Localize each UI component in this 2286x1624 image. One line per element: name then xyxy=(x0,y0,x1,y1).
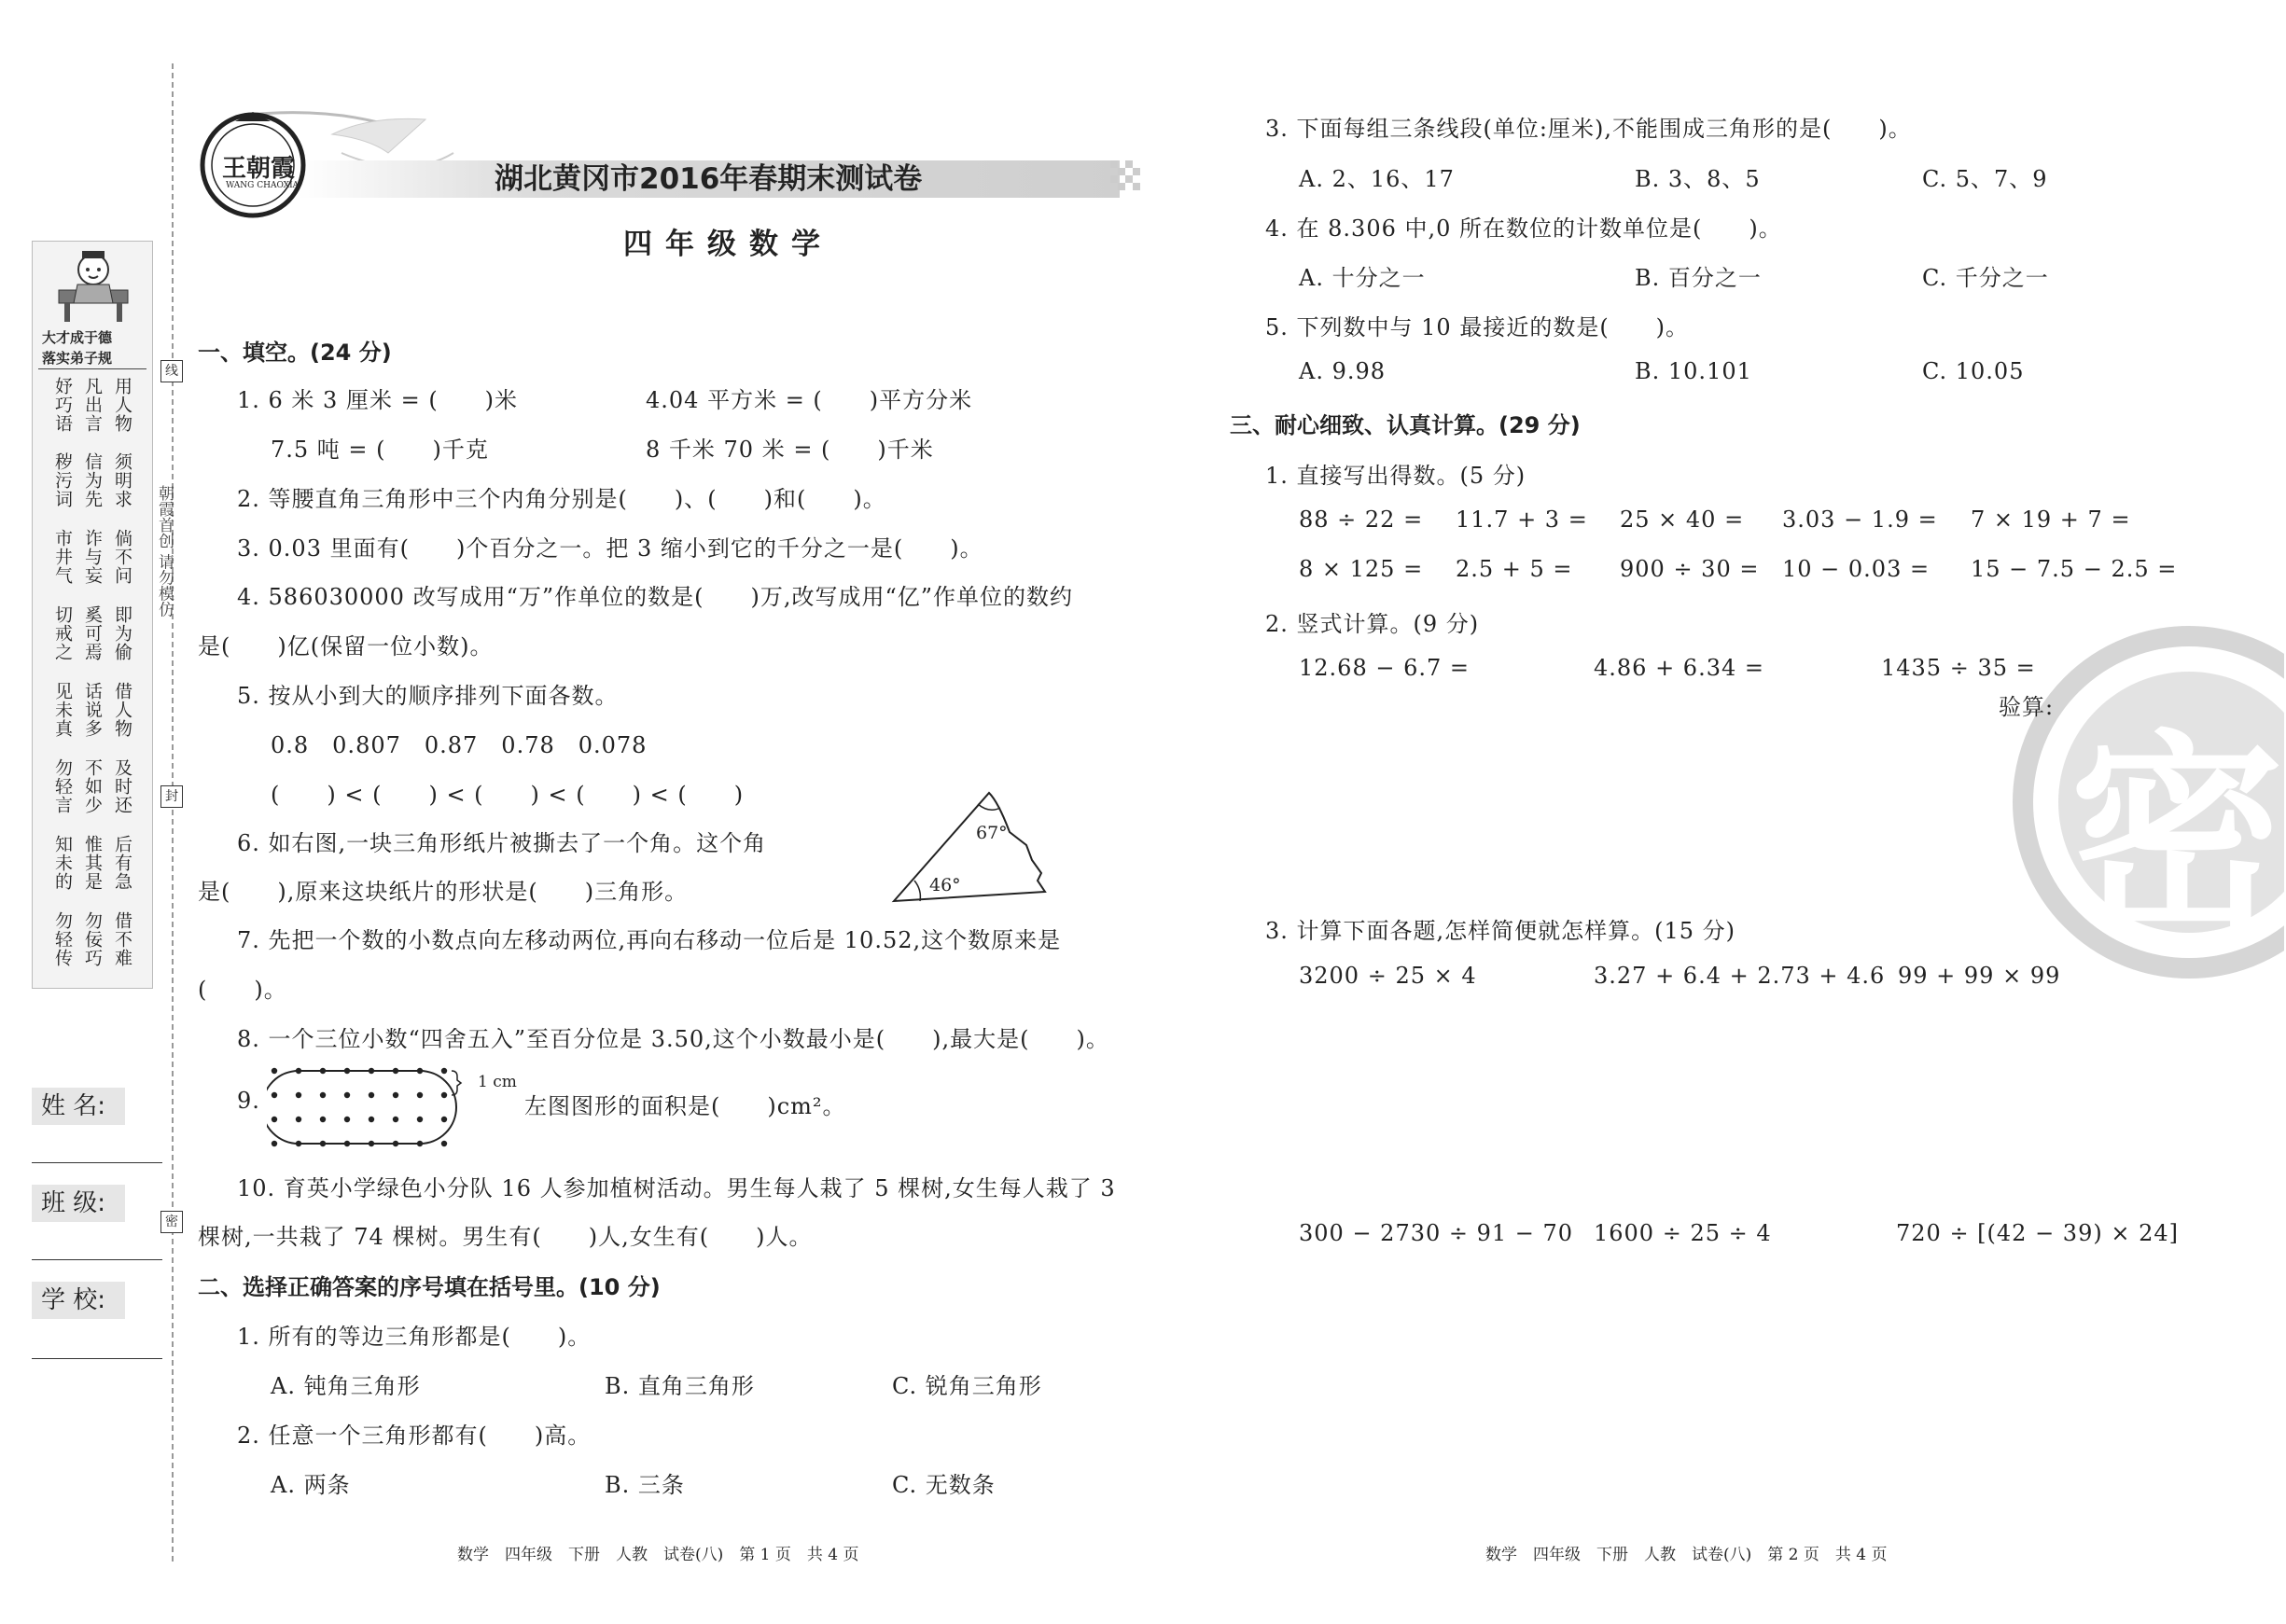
choice-2-option-c[interactable]: C. 无数条 xyxy=(892,1472,996,1498)
question-8: 8. 一个三位小数“四舍五入”至百分位是 3.50,这个小数最小是( ),最大是( )。 xyxy=(237,1026,1109,1052)
motto-line-1: 大才成于德 xyxy=(42,329,113,346)
mental-calc: 15 − 7.5 − 2.5 = xyxy=(1971,556,2178,582)
grid-dot xyxy=(320,1117,326,1122)
question-4-line1: 4. 586030000 改写成用“万”作单位的数是( )万,改写成用“亿”作单位的数约 xyxy=(237,584,1074,610)
question-4-line2: 是( )亿(保留一位小数)。 xyxy=(198,633,494,659)
grid-dot xyxy=(441,1092,447,1098)
motto-column: 及时还 xyxy=(112,758,132,814)
binding-mark: 线 xyxy=(160,360,183,382)
choice-1-option-a[interactable]: A. 钝角三角形 xyxy=(271,1373,421,1399)
calc-part-1-title: 1. 直接写出得数。(5 分) xyxy=(1265,463,1526,489)
choice-2-option-a[interactable]: A. 两条 xyxy=(271,1472,351,1498)
choice-5-option-a[interactable]: A. 9.98 xyxy=(1299,358,1387,384)
question-10-line1: 10. 育英小学绿色小分队 16 人参加植树活动。男生每人栽了 5 棵树,女生每人栽了 3 xyxy=(237,1175,1116,1201)
grid-dot xyxy=(344,1092,350,1098)
grid-dot xyxy=(296,1092,301,1098)
simplify-calc: 720 ÷ [(42 − 39) × 24] xyxy=(1896,1220,2179,1246)
question-1c: 7.5 吨 = ( )千克 xyxy=(271,437,489,463)
logo-subtext: WANG CHAOXIA xyxy=(226,181,300,190)
grid-dot xyxy=(369,1117,374,1122)
simplify-calc: 3.27 + 6.4 + 2.73 + 4.6 xyxy=(1594,963,1886,989)
vertical-calc: 12.68 − 6.7 = xyxy=(1299,655,1470,681)
section-2-title: 二、选择正确答案的序号填在括号里。(10 分) xyxy=(198,1274,661,1300)
choice-question-1: 1. 所有的等边三角形都是( )。 xyxy=(237,1324,592,1350)
motto-column: 秽污词 xyxy=(52,452,73,508)
question-5-blanks: ( ) < ( ) < ( ) < ( ) < ( ) xyxy=(271,782,745,808)
motto-column: 奚可焉 xyxy=(82,605,103,661)
motto-column: 后有急 xyxy=(112,835,132,891)
class-label: 班 级: xyxy=(32,1185,125,1222)
grid-dot xyxy=(272,1068,277,1074)
grid-dot xyxy=(441,1141,447,1146)
question-9-number: 9. xyxy=(237,1088,260,1114)
mental-calc: 25 × 40 = xyxy=(1620,507,1745,533)
grid-dot xyxy=(369,1092,374,1098)
question-6-line2: 是( ),原来这块纸片的形状是( )三角形。 xyxy=(198,879,689,905)
page-1-footer: 数学 四年级 下册 人教 试卷(八) 第 1 页 共 4 页 xyxy=(457,1546,859,1564)
scholar-illustration xyxy=(51,247,135,324)
unit-length-label: 1 cm xyxy=(478,1073,517,1091)
choice-question-2: 2. 任意一个三角形都有( )高。 xyxy=(237,1423,592,1449)
vertical-calc: 4.86 + 6.34 = xyxy=(1594,655,1764,681)
section-3-title: 三、耐心细致、认真计算。(29 分) xyxy=(1230,412,1581,438)
stadium-outline xyxy=(267,1071,456,1144)
motto-column: 诈与妄 xyxy=(82,529,103,585)
motto-column: 须明求 xyxy=(112,452,132,508)
question-10-line2: 棵树,一共栽了 74 棵树。男生有( )人,女生有( )人。 xyxy=(198,1224,813,1250)
mental-calc: 7 × 19 + 7 = xyxy=(1971,507,2131,533)
question-6-line1: 6. 如右图,一块三角形纸片被撕去了一个角。这个角 xyxy=(237,830,767,856)
motto-sidebar xyxy=(32,241,153,989)
angle-label-67: 67° xyxy=(976,823,1008,843)
name-blank-line[interactable] xyxy=(32,1162,162,1163)
exam-subtitle: 四年级数学 xyxy=(623,228,833,261)
grid-dot xyxy=(320,1092,326,1098)
motto-line-2: 落实弟子规 xyxy=(42,350,113,367)
question-2: 2. 等腰直角三角形中三个内角分别是( )、( )和( )。 xyxy=(237,486,886,512)
publisher-logo xyxy=(198,110,308,224)
dot-grid-figure xyxy=(267,1063,481,1147)
motto-column: 凡出言 xyxy=(82,377,103,433)
choice-1-option-c[interactable]: C. 锐角三角形 xyxy=(892,1373,1042,1399)
motto-column: 切戒之 xyxy=(52,605,73,661)
grid-dot xyxy=(296,1117,301,1122)
copyright-vertical-note: 朝霞首创 请勿模仿 xyxy=(155,485,174,618)
motto-column: 倘不问 xyxy=(112,529,132,585)
check-label: 验算: xyxy=(1999,694,2055,720)
question-3: 3. 0.03 里面有( )个百分之一。把 3 缩小到它的千分之一是( )。 xyxy=(237,535,983,562)
mental-calc: 3.03 − 1.9 = xyxy=(1782,507,1938,533)
question-1d: 8 千米 70 米 = ( )千米 xyxy=(646,437,934,463)
grid-dot xyxy=(272,1141,277,1146)
motto-column: 用人物 xyxy=(112,377,132,433)
calc-part-3-title: 3. 计算下面各题,怎样简便就怎样算。(15 分) xyxy=(1265,918,1736,944)
school-blank-line[interactable] xyxy=(32,1358,162,1359)
motto-column: 借不难 xyxy=(112,911,132,967)
mental-calc: 10 − 0.03 = xyxy=(1782,556,1931,582)
motto-column: 借人物 xyxy=(112,682,132,738)
page-2-footer: 数学 四年级 下册 人教 试卷(八) 第 2 页 共 4 页 xyxy=(1485,1546,1888,1564)
calc-part-2-title: 2. 竖式计算。(9 分) xyxy=(1265,611,1480,637)
seal-character: 密 xyxy=(2070,714,2285,963)
motto-column: 勿轻传 xyxy=(52,911,73,967)
vertical-calc: 1435 ÷ 35 = xyxy=(1881,655,2036,681)
motto-column: 妤巧语 xyxy=(52,377,73,433)
school-label: 学 校: xyxy=(32,1282,125,1319)
grid-dot xyxy=(417,1117,423,1122)
simplify-calc: 300 − 2730 ÷ 91 − 70 xyxy=(1299,1220,1574,1246)
question-9-text: 左图图形的面积是( )cm²。 xyxy=(524,1093,846,1119)
exam-title: 湖北黄冈市2016年春期末测试卷 xyxy=(495,162,923,196)
choice-5-option-b[interactable]: B. 10.101 xyxy=(1635,358,1752,384)
question-1b: 4.04 平方米 = ( )平方分米 xyxy=(646,387,973,413)
binding-mark: 封 xyxy=(160,785,183,808)
choice-3-option-c[interactable]: C. 5、7、9 xyxy=(1922,166,2048,192)
logo-text: 王朝霞 xyxy=(222,155,296,183)
torn-triangle-figure xyxy=(886,787,1054,909)
binding-mark: 密 xyxy=(160,1211,183,1233)
motto-column: 市井气 xyxy=(52,529,73,585)
choice-3-option-a[interactable]: A. 2、16、17 xyxy=(1299,166,1455,192)
grid-dot xyxy=(393,1092,398,1098)
motto-column: 即为偷 xyxy=(112,605,132,661)
choice-4-option-c[interactable]: C. 千分之一 xyxy=(1922,265,2049,291)
simplify-calc: 1600 ÷ 25 ÷ 4 xyxy=(1594,1220,1772,1246)
motto-column: 话说多 xyxy=(82,682,103,738)
question-5-numbers: 0.8 0.807 0.87 0.78 0.078 xyxy=(271,732,648,758)
question-7-line2: ( )。 xyxy=(198,977,287,1003)
grid-dot xyxy=(441,1068,447,1074)
name-label: 姓 名: xyxy=(32,1088,125,1125)
choice-5-option-c[interactable]: C. 10.05 xyxy=(1922,358,2025,384)
mental-calc: 11.7 + 3 = xyxy=(1456,507,1588,533)
motto-column: 知未的 xyxy=(52,835,73,891)
motto-column: 见未真 xyxy=(52,682,73,738)
choice-3-option-b[interactable]: B. 3、8、5 xyxy=(1635,166,1761,192)
choice-question-5: 5. 下列数中与 10 最接近的数是( )。 xyxy=(1265,314,1690,340)
choice-question-4: 4. 在 8.306 中,0 所在数位的计数单位是( )。 xyxy=(1265,215,1782,242)
choice-question-3: 3. 下面每组三条线段(单位:厘米),不能围成三角形的是( )。 xyxy=(1265,116,1912,142)
mental-calc: 900 ÷ 30 = xyxy=(1620,556,1760,582)
question-7-line1: 7. 先把一个数的小数点向左移动两位,再向右移动一位后是 10.52,这个数原来是 xyxy=(237,927,1062,953)
question-1a: 1. 6 米 3 厘米 = ( )米 xyxy=(237,387,519,413)
motto-column: 勿轻言 xyxy=(52,758,73,814)
motto-column: 信为先 xyxy=(82,452,103,508)
question-5: 5. 按从小到大的顺序排列下面各数。 xyxy=(237,683,619,709)
mental-calc: 2.5 + 5 = xyxy=(1456,556,1573,582)
class-blank-line[interactable] xyxy=(32,1259,162,1260)
motto-column: 惟其是 xyxy=(82,835,103,891)
grid-dot xyxy=(417,1092,423,1098)
mental-calc: 8 × 125 = xyxy=(1299,556,1424,582)
binding-dashed-line xyxy=(172,63,174,1562)
checker-decoration xyxy=(1110,160,1148,198)
choice-4-option-a[interactable]: A. 十分之一 xyxy=(1299,265,1426,291)
grid-dot xyxy=(344,1117,350,1122)
mental-calc: 88 ÷ 22 = xyxy=(1299,507,1424,533)
choice-1-option-b[interactable]: B. 直角三角形 xyxy=(605,1373,755,1399)
simplify-calc: 3200 ÷ 25 × 4 xyxy=(1299,963,1477,989)
grid-dot xyxy=(393,1117,398,1122)
angle-label-46: 46° xyxy=(929,875,961,895)
motto-column: 不如少 xyxy=(82,758,103,814)
section-1-title: 一、填空。(24 分) xyxy=(198,340,392,366)
simplify-calc: 99 + 99 × 99 xyxy=(1898,963,2061,989)
grid-dot xyxy=(272,1117,277,1122)
motto-column: 勿佞巧 xyxy=(82,911,103,967)
grid-dot xyxy=(272,1092,277,1098)
grid-dot xyxy=(441,1117,447,1122)
choice-2-option-b[interactable]: B. 三条 xyxy=(605,1472,685,1498)
choice-4-option-b[interactable]: B. 百分之一 xyxy=(1635,265,1762,291)
